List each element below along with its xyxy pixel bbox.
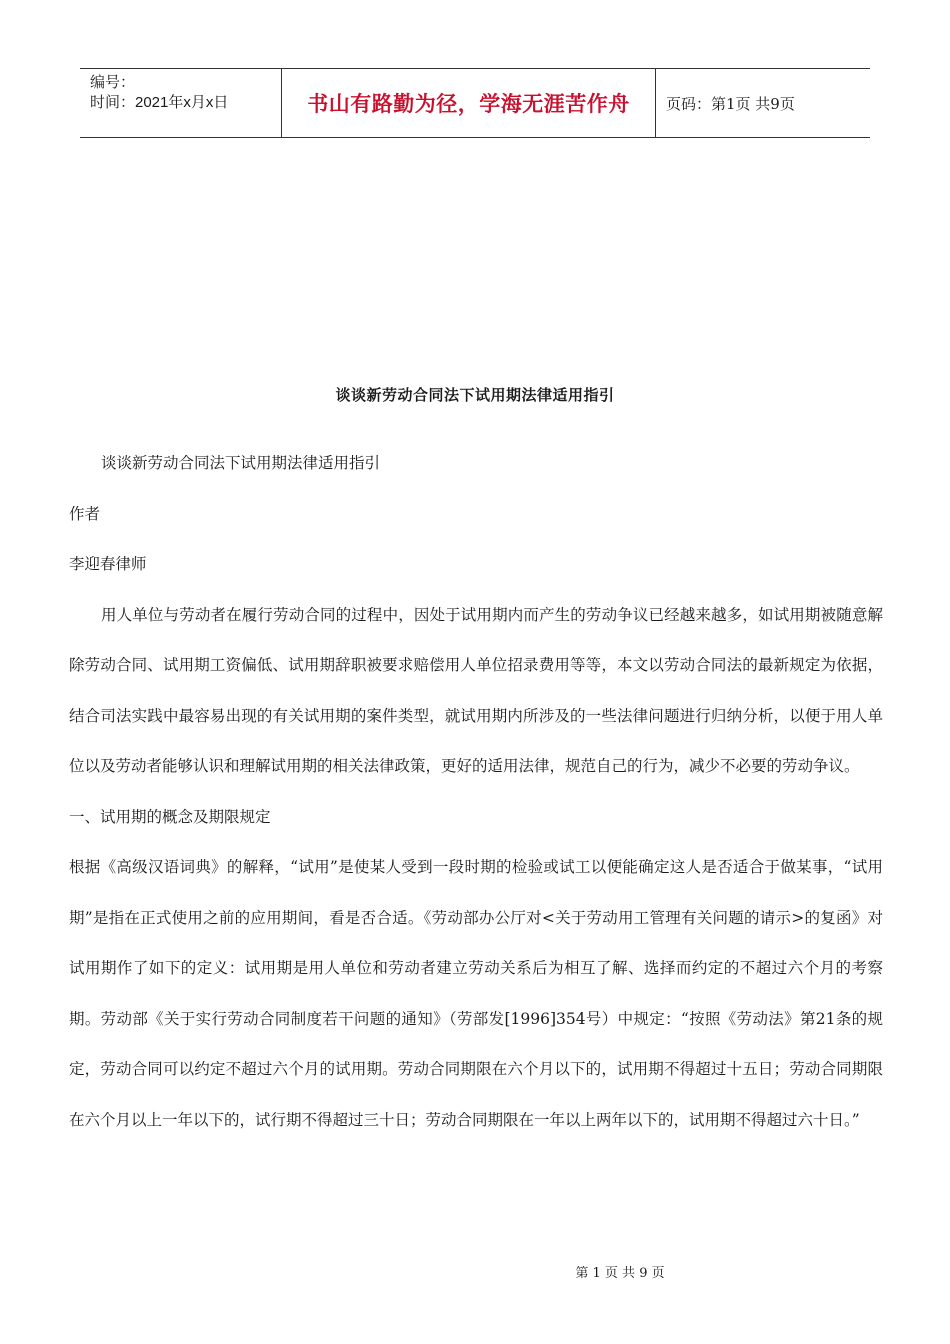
section-paragraph: 根据《高级汉语词典》的解释，“试用”是使某人受到一段时期的检验或试工以便能确定这人是否适合于做某事，“试用期”是指在正式使用之前的应用期间，看是否合适。《劳动部办公厅对<关于劳动用工管理有关问题的请示>的复函》对试用期作了如下的定义：试用期是用人单位和劳动者建立劳动关系后为相互了解、选择而约定的不超过六个月的考察期。劳动部《关于实行劳动合同制度若干问题的通知》（劳部发[1996]354号）中规定：“按照《劳动法》第21条的规定，劳动合同可以约定不超过六个月的试用期。劳动合同期限在六个月以下的，试用期不得超过十五日；劳动合同期限在六个月以上一年以下的，试行期不得超过三十日；劳动合同期限在一年以上两年以下的，试用期不得超过六十日。”: [69, 858, 883, 1129]
author-label: 作者: [69, 504, 101, 523]
intro-paragraph: 用人单位与劳动者在履行劳动合同的过程中，因处于试用期内而产生的劳动争议已经越来越多，如试用期被随意解除劳动合同、试用期工资偏低、试用期辞职被要求赔偿用人单位招录费用等等，本文以劳动合同法的最新规定为依据，结合司法实践中最容易出现的有关试用期的案件类型，就试用期内所涉及的一些法律问题进行归纳分析，以便于用人单位以及劳动者能够认识和理解试用期的相关法律政策，更好的适用法律，规范自己的行为，减少不必要的劳动争议。: [69, 605, 883, 775]
author-name: 李迎春律师: [69, 555, 147, 573]
document-title: 谈谈新劳动合同法下试用期法律适用指引: [335, 386, 615, 404]
page-footer: 第 1 页 共 9 页: [575, 1266, 665, 1281]
number-label: 编号：: [90, 74, 136, 91]
header-page-code: 页码：第1页 共9页: [666, 94, 795, 113]
document-body: [69, 438, 883, 1145]
document-subtitle: 谈谈新劳动合同法下试用期法律适用指引: [101, 454, 381, 472]
header-meta-cell: [80, 69, 282, 137]
document-header: [80, 68, 870, 138]
time-label: 时间：2021年x月x日: [90, 94, 229, 111]
header-motto: 书山有路勤为径，学海无涯苦作舟: [282, 69, 656, 137]
section-heading: 一、试用期的概念及期限规定: [69, 807, 271, 826]
